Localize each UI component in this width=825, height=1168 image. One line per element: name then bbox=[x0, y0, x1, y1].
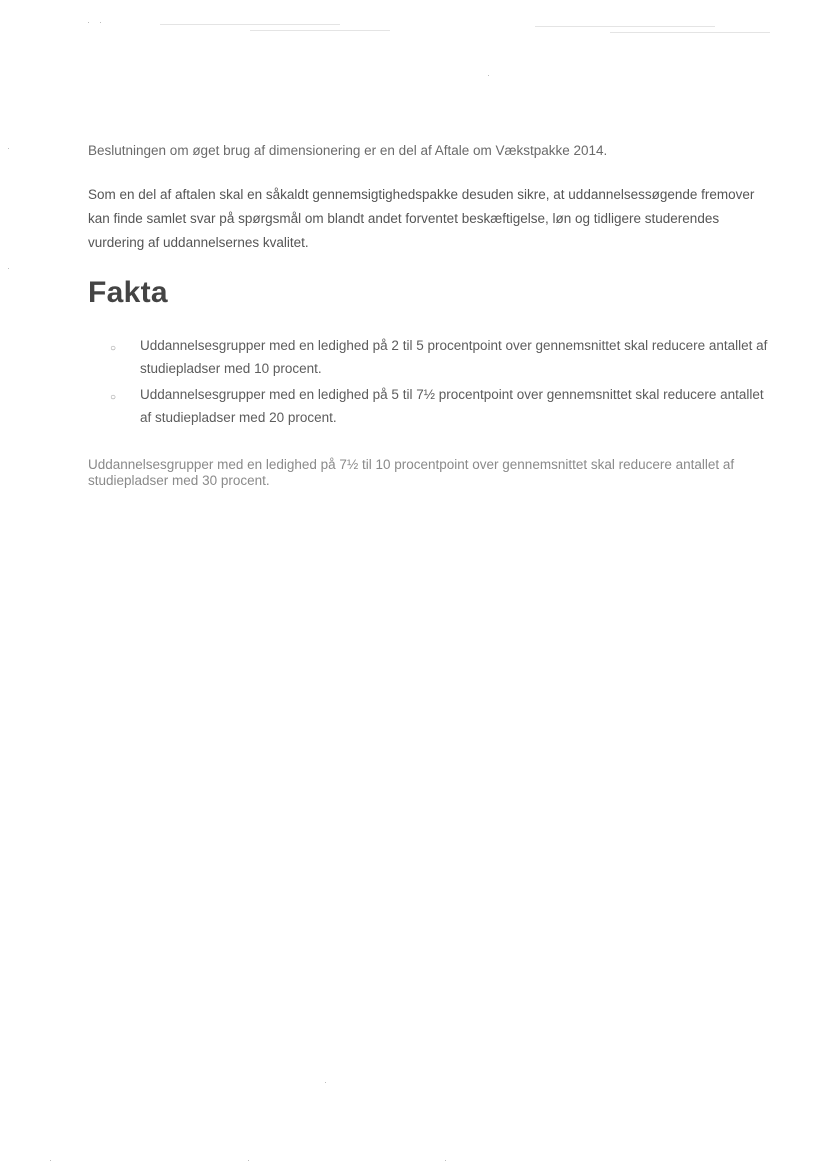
scan-speck bbox=[100, 22, 101, 23]
scan-artifact bbox=[535, 26, 715, 27]
intro-paragraph: Beslutningen om øget brug af dimensionering er en del af Aftale om Vækstpakke 2014. bbox=[88, 143, 608, 158]
scan-speck bbox=[50, 1160, 51, 1161]
scan-artifact bbox=[160, 24, 340, 25]
fact-text: Uddannelsesgrupper med en ledighed på 2 til 5 procentpoint over gennemsnittet skal reducere antallet af studiepladser med 10 procent. bbox=[140, 338, 768, 376]
scan-speck bbox=[8, 268, 9, 269]
scan-speck bbox=[445, 1160, 446, 1161]
scan-artifact bbox=[610, 32, 770, 33]
fact-item bbox=[108, 383, 768, 429]
fact-paragraph-third: Uddannelsesgrupper med en ledighed på 7½ til 10 procentpoint over gennemsnittet skal reducere antallet af studiepladser med 30 procent. bbox=[88, 457, 735, 488]
scan-speck bbox=[8, 148, 9, 149]
scan-speck bbox=[488, 75, 489, 76]
circle-bullet-icon: ○ bbox=[110, 392, 117, 403]
scan-speck bbox=[325, 1082, 326, 1083]
scan-speck bbox=[248, 1160, 249, 1161]
facts-list bbox=[108, 334, 768, 432]
scan-artifact bbox=[250, 30, 390, 31]
transparency-paragraph: Som en del af aftalen skal en såkaldt gennemsigtighedspakke desuden sikre, at uddannelsessøgende fremover kan finde samlet svar på spørgsmål om blandt andet forventet beskæftigelse, løn og tidligere studerendes vurdering af uddannelsernes kvalitet. bbox=[88, 187, 755, 250]
scan-speck bbox=[88, 22, 89, 23]
facts-heading: Fakta bbox=[88, 276, 168, 309]
fact-text: Uddannelsesgrupper med en ledighed på 5 til 7½ procentpoint over gennemsnittet skal reducere antallet af studiepladser med 20 procent. bbox=[140, 387, 764, 425]
circle-bullet-icon: ○ bbox=[110, 343, 117, 354]
fact-item bbox=[108, 334, 768, 380]
